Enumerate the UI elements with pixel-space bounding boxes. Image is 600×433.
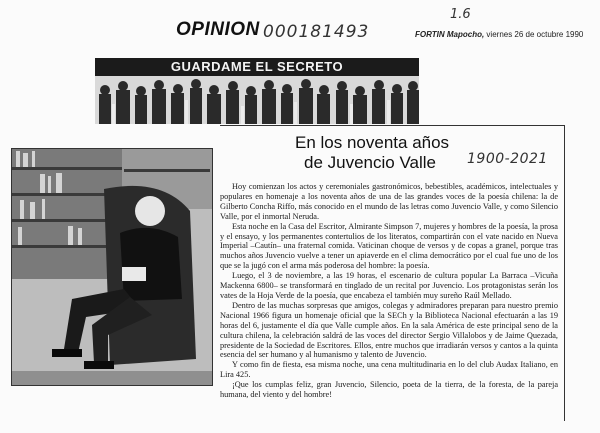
portrait-photo <box>11 148 213 386</box>
paragraph-3: Luego, el 3 de noviembre, a las 19 horas, el escenario de cultura popular La Barraca –Vicuña Mackenna 6800– se transformará en tinglado de un recital por Juvencio. Los protagonistas serán los vates de la Hoja Verde de la poesía, que encabeza el también muy sureño Raúl Mellado. <box>220 271 558 300</box>
section-title: OPINION <box>176 19 260 40</box>
article-frame-top <box>220 125 565 126</box>
headline-line-1: En los noventa años <box>295 133 450 152</box>
handwritten-years: 1900-2021 <box>467 151 548 167</box>
paragraph-6: ¡Que los cumplas feliz, gran Juvencio, Silencio, poeta de la tierra, de la foresta, de la pareja humana, del viento y del hombre! <box>220 380 558 400</box>
crowd-photo-strip <box>95 76 419 124</box>
paragraph-5: Y como fin de fiesta, esa misma noche, una cena multitudinaria en lo del club Audax Italiano, en Lira 425. <box>220 360 558 380</box>
publication-date: viernes 26 de octubre 1990 <box>486 30 584 39</box>
publication-name: FORTIN Mapocho, <box>415 30 485 39</box>
column-banner <box>95 58 419 124</box>
paragraph-4: Dentro de las muchas sorpresas que amigos, colegas y admiradores preparan para nuestro premio Nacional 1966 figura un homenaje oficial que la SECh y la Biblioteca Nacional efectuarán a las 19 horas del 6, justamente el día que Valle cumple años. En la sala América de este principal seno de la cultura chilena, la celebración saldrá de las voces del director Sergio Villalobos y de Jaime Quezada, presidente de la Sociedad de Escritores. Ellos, entre muchos que irradiarán versos y cantos a la quinta esencia del ser humano y al humanismo y talento de Juvencio. <box>220 300 558 360</box>
article-headline <box>295 133 495 173</box>
article-frame-right <box>564 125 565 421</box>
headline-line-2: de Juvencio Valle <box>304 153 436 172</box>
article-body <box>220 182 558 400</box>
banner-title: GUARDAME EL SECRETO <box>95 58 419 76</box>
publication-line <box>415 30 583 39</box>
handwritten-page-number: 1.6 <box>450 7 471 22</box>
paragraph-1: Hoy comienzan los actos y ceremoniales gastronómicos, bebestibles, académicos, intelectuales y populares en homenaje a los noventa años de una de las grandes voces de la poesía chilena: la de Gilberto Concha Riffo, más conocido en el mundo de las letras como Juvencio Valle, y como Silencio Valle, por el inmortal Neruda. <box>220 182 558 221</box>
handwritten-archive-code: 000181493 <box>263 22 370 42</box>
paragraph-2: Esta noche en la Casa del Escritor, Almirante Simpson 7, mujeres y hombres de la poesía, la prosa y el ensayo, y los permanentes contertulios de los literatos, compartirán con el vate nacido en Nueva Imperial –Cautín– una fraternal comida. Vaticinan choque de versos y de copas a granel, porque tras muchos años Juvencio vuelve a tener un apiaverde en el clima democrático por el cual fue uno de los que se la jugó con el arma más poderosa del hombre: la poesía. <box>220 221 558 271</box>
